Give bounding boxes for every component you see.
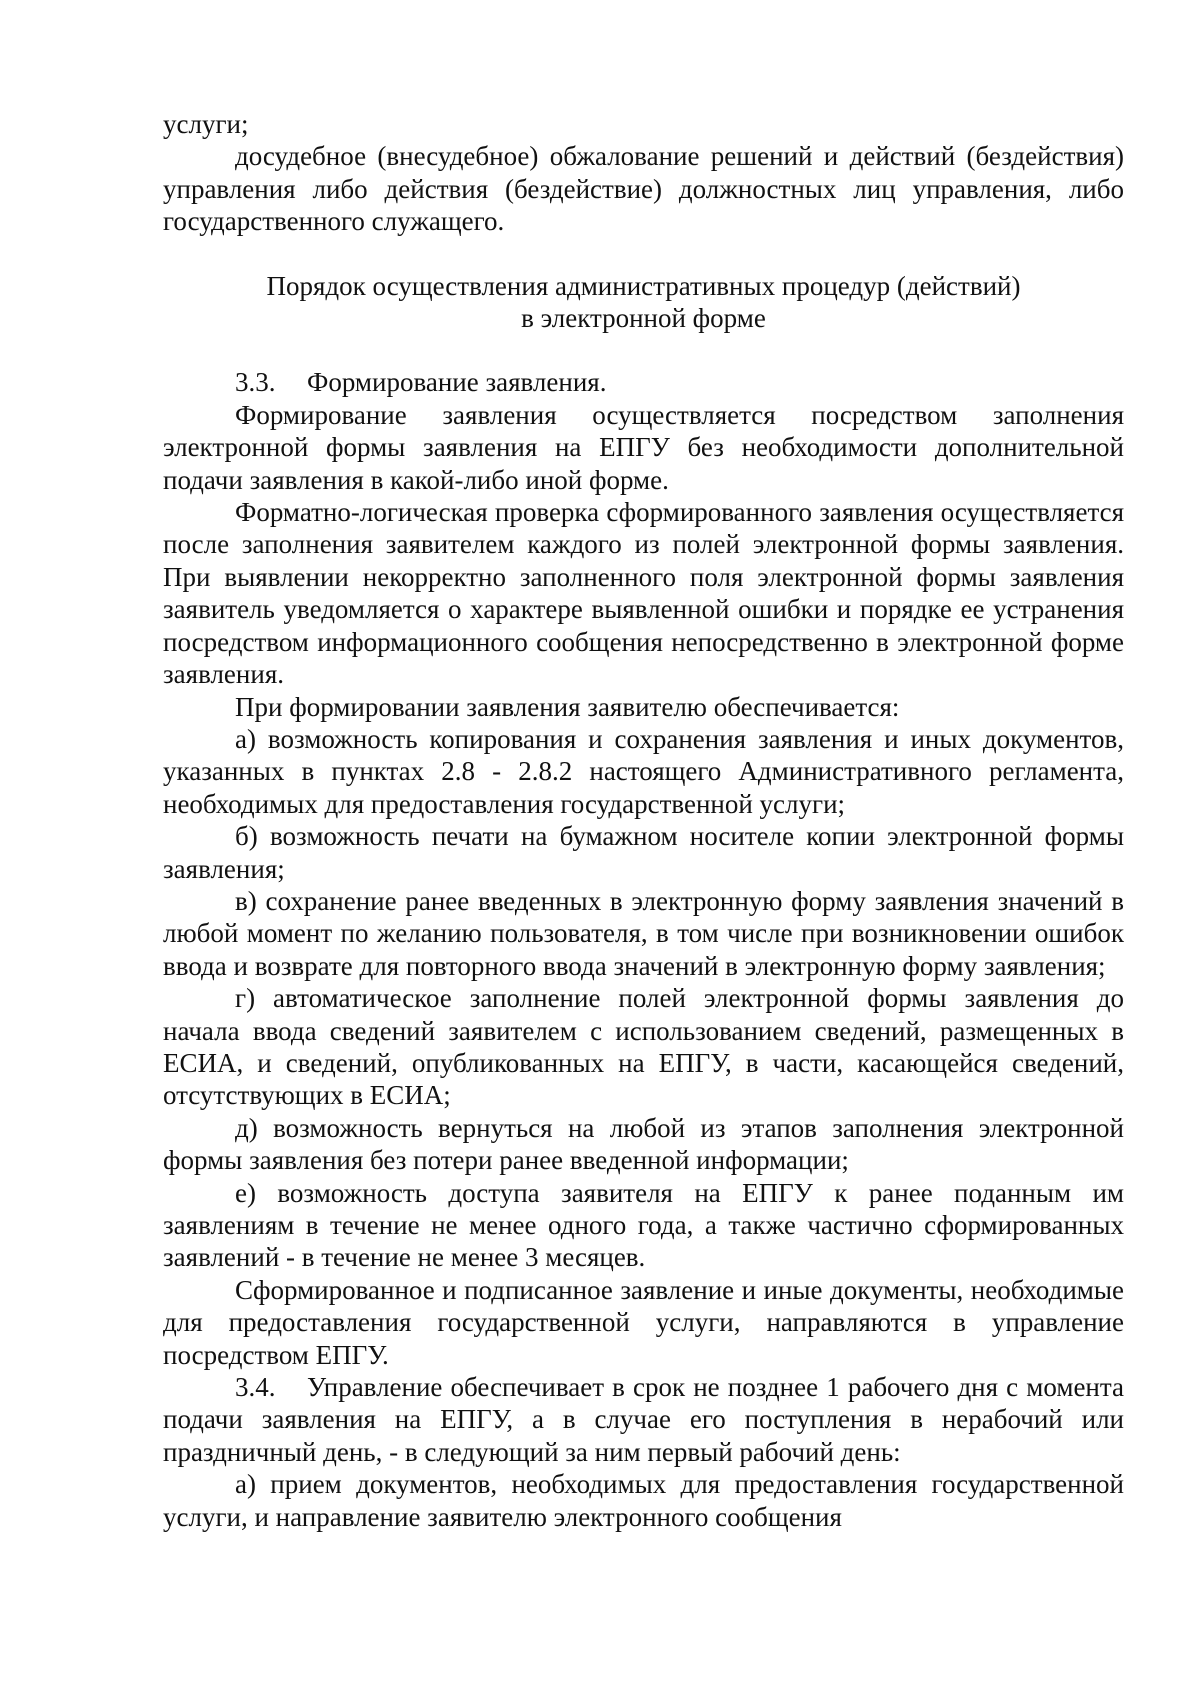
list-item-v: в) сохранение ранее введенных в электронную форму заявления значений в любой момент по желанию пользователя, в том числе при возникновении ошибок ввода и возврате для повторного ввода значений в электронную форму заявления;	[163, 885, 1124, 981]
clause-3-4-item-a: а) прием документов, необходимых для предоставления государственной услуги, и направление заявителю электронного сообщения	[163, 1469, 1124, 1532]
clause-3-3-title-text: Формирование заявления.	[307, 367, 607, 398]
list-item-b: б) возможность печати на бумажном носителе копии электронной формы заявления;	[163, 821, 1124, 884]
section-heading-line-2: в электронной форме	[521, 303, 766, 334]
clause-3-3-title	[163, 366, 1124, 398]
list-item-a: а) возможность копирования и сохранения заявления и иных документов, указанных в пунктах 2.8 - 2.8.2 настоящего Административного регламента, необходимых для предоставления государственной услуги;	[163, 723, 1124, 819]
list-item-e: е) возможность доступа заявителя на ЕПГУ к ранее поданным им заявлениям в течение не менее одного года, а также частично сформированных заявлений - в течение не менее 3 месяцев.	[163, 1177, 1124, 1273]
clause-3-3-number: 3.3.	[235, 367, 276, 398]
paragraph-submitted: Сформированное и подписанное заявление и иные документы, необходимые для предоставления государственной услуги, направляются в управление посредством ЕПГУ.	[163, 1274, 1124, 1370]
paragraph-services-end: услуги;	[163, 109, 249, 139]
clause-3-4-number: 3.4.	[235, 1372, 276, 1403]
document-body	[163, 108, 1124, 1533]
section-heading-line-1: Порядок осуществления административных процедур (действий)	[266, 270, 1021, 301]
clause-3-4	[163, 1371, 1124, 1468]
paragraph-provided: При формировании заявления заявителю обеспечивается:	[235, 691, 900, 722]
paragraph-format-check: Форматно-логическая проверка сформированного заявления осуществляется после заполнения заявителем каждого из полей электронной формы заявления. При выявлении некорректно заполненного поля электронной формы заявления заявитель уведомляется о характере выявленной ошибки и порядке ее устранения посредством информационного сообщения непосредственно в электронной форме заявления.	[163, 497, 1124, 690]
clause-3-4-text: Управление обеспечивает в срок не позднее 1 рабочего дня с момента подачи заявления на ЕПГУ, а в случае его поступления в нерабочий или праздничный день, - в следующий за ним первый рабочий день:	[163, 1372, 1124, 1467]
paragraph-appeal: досудебное (внесудебное) обжалование решений и действий (бездействия) управления либо действия (бездействие) должностных лиц управления, либо государственного служащего.	[163, 141, 1124, 237]
list-item-g: г) автоматическое заполнение полей электронной формы заявления до начала ввода сведений заявителем с использованием сведений, размещенных в ЕСИА, и сведений, опубликованных на ЕПГУ, в части, касающейся сведений, отсутствующих в ЕСИА;	[163, 983, 1124, 1111]
section-heading	[163, 270, 1124, 335]
paragraph-forming: Формирование заявления осуществляется посредством заполнения электронной формы заявления на ЕПГУ без необходимости дополнительной подачи заявления в какой-либо иной форме.	[163, 399, 1124, 495]
list-item-d: д) возможность вернуться на любой из этапов заполнения электронной формы заявления без потери ранее введенной информации;	[163, 1112, 1124, 1176]
